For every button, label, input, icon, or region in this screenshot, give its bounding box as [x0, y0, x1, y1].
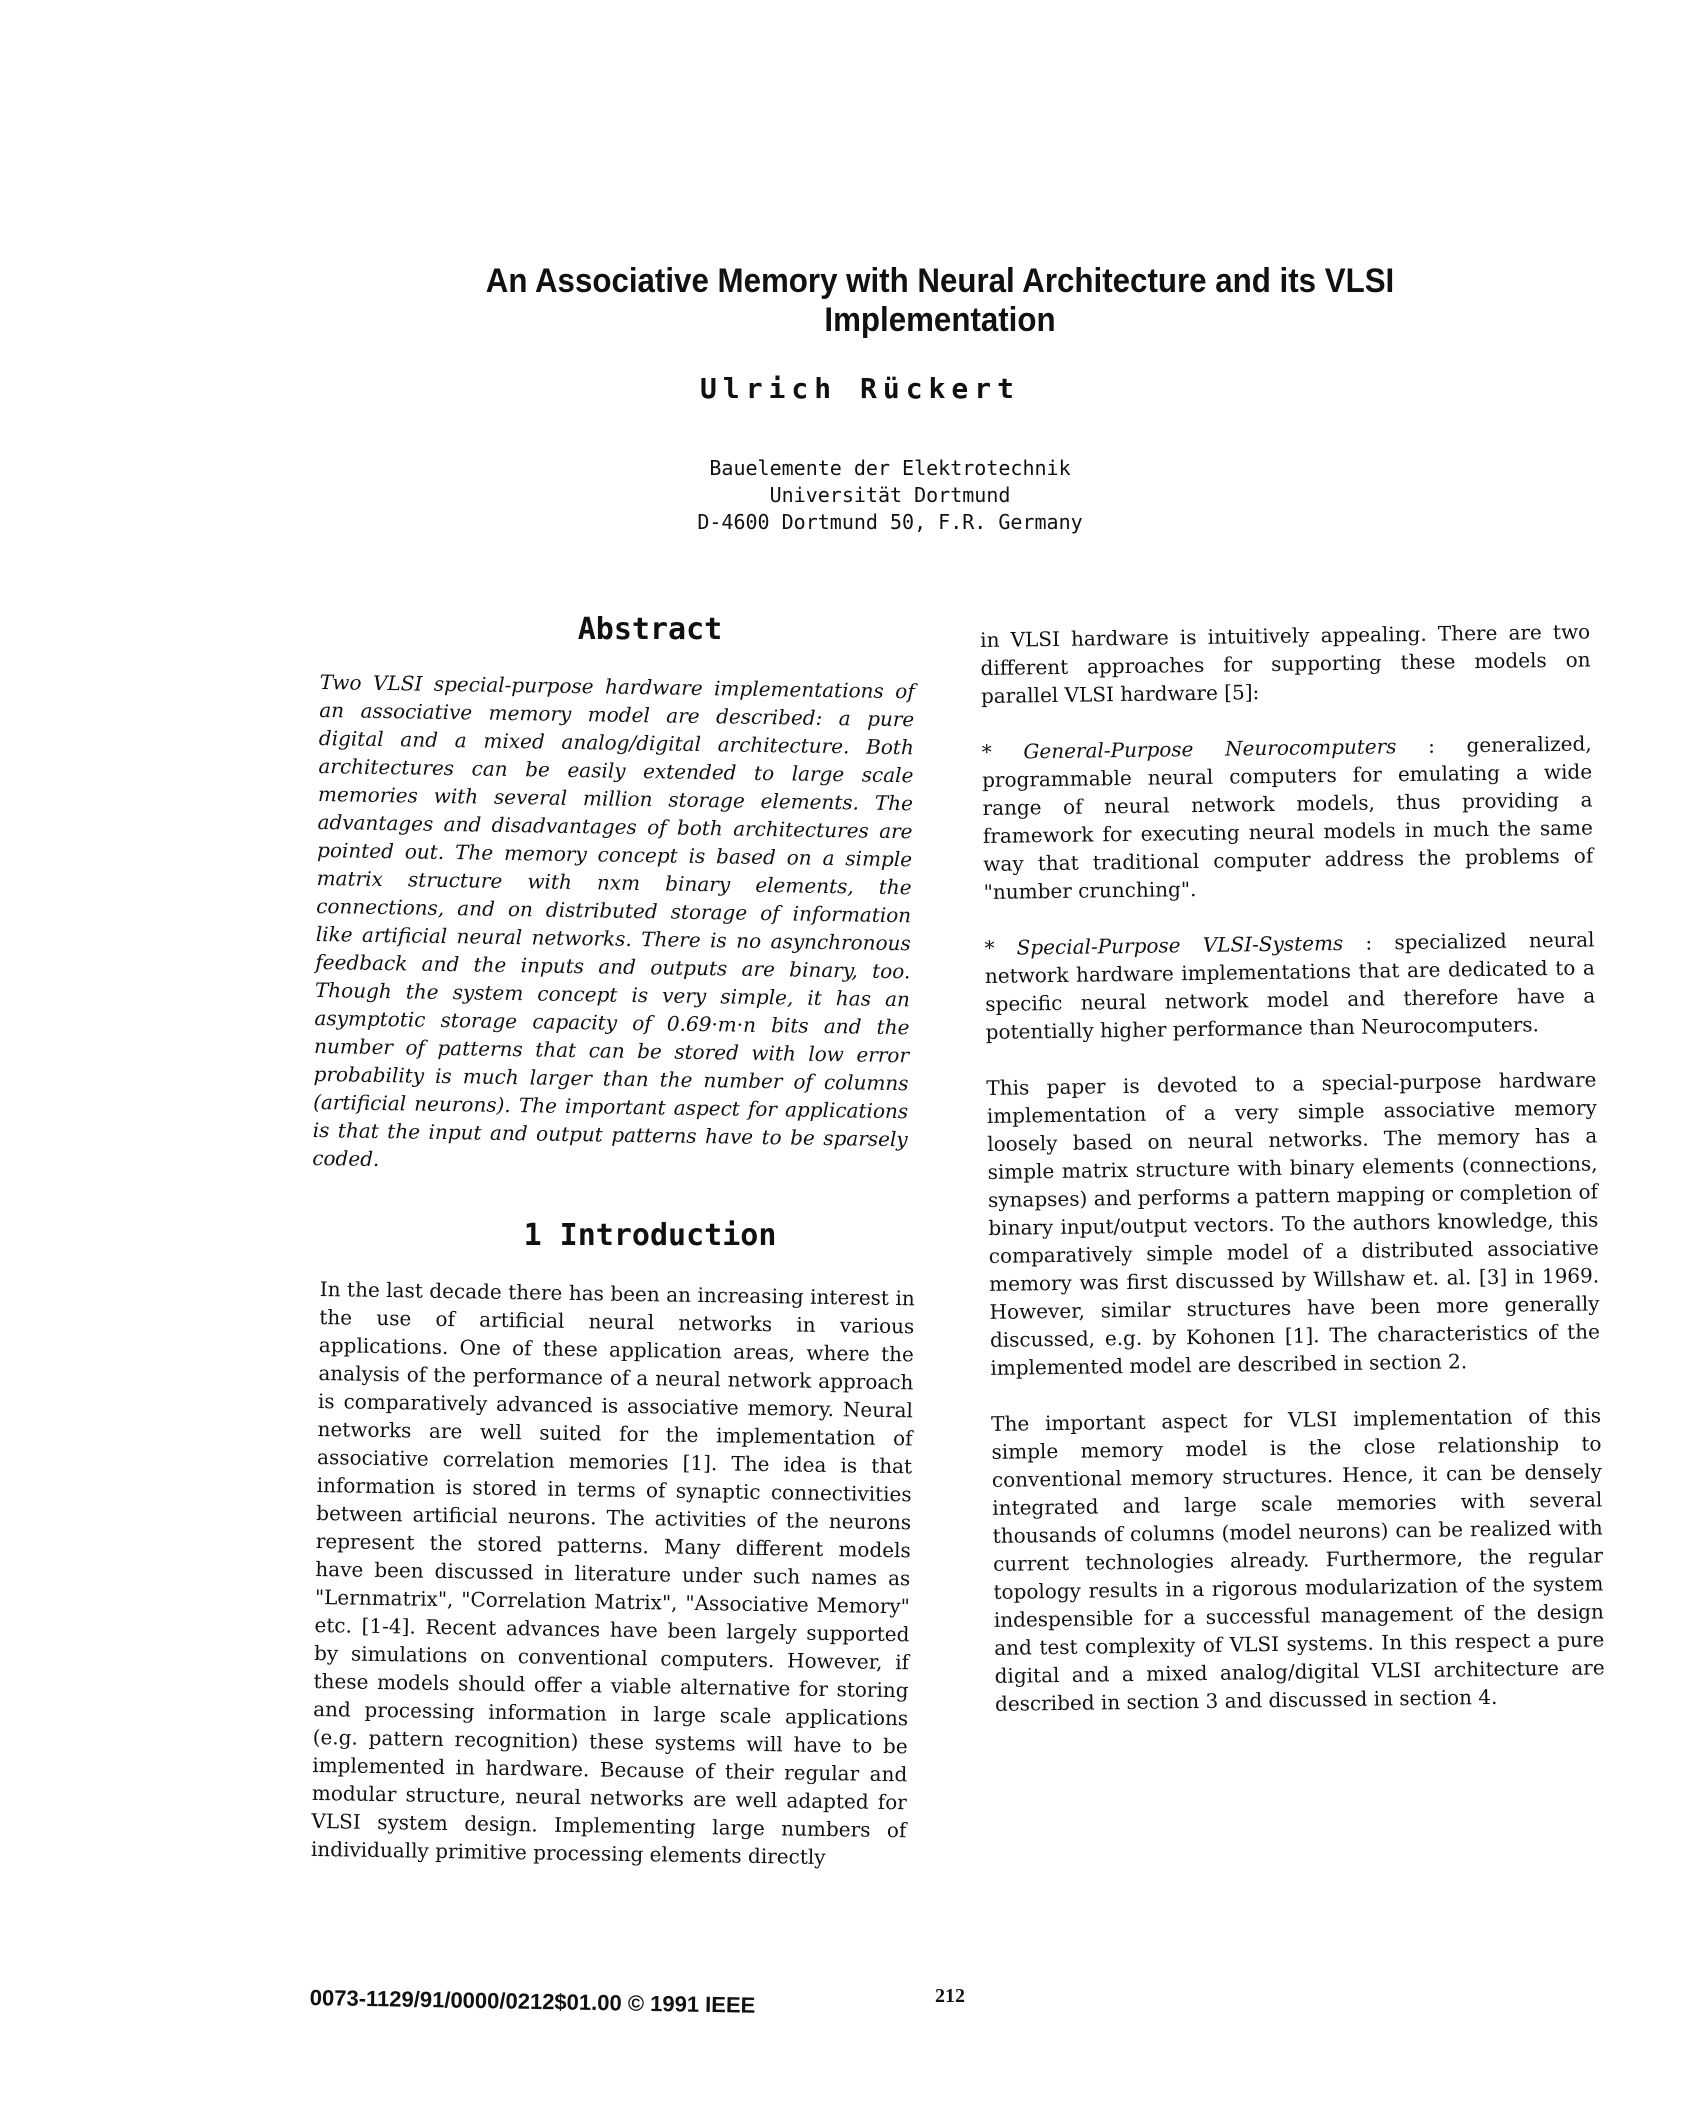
bullet-lead: * Special-Purpose VLSI-Systems	[984, 930, 1344, 960]
bullet-text: : specialized neural network hardware implementations that are dedicated to a specific neural network model and therefore have a potentially higher performance than Neurocomputers.	[984, 927, 1596, 1044]
page-number: 212	[935, 1985, 965, 2007]
bullet-special-purpose	[984, 925, 1596, 1046]
affiliation-line: Universität Dortmund	[769, 483, 1011, 507]
author-name: Ulrich Rückert	[699, 372, 1020, 405]
paragraph: The important aspect for VLSI implementation of this simple memory model is the close relationship to conventional memory structures. Hence, it can be densely integrated and large scale memories with several thousands of columns (model neurons) can be realized with current technologies already. Furthermore, the regular topology results in a rigorous modularization of the system indespensible for a successful management of the design and test complexity of VLSI systems. In this respect a pure digital and a mixed analog/digital VLSI architecture are described in section 3 and discussed in section 4.	[990, 1403, 1605, 1716]
paragraph: This paper is devoted to a special-purpose hardware implementation of a very simple associative memory loosely based on neural networks. The memory has a simple matrix structure with binary elements (connections, synapses) and performs a pattern mapping or completion of binary input/output vectors. To the authors knowledge, this comparatively simple model of a distributed associative memory was first discussed by Willshaw et. al. [3] in 1969. However, similar structures have been more generally discussed, e.g. by Kohonen [1]. The characteristics of the implemented model are described in section 2.	[986, 1067, 1601, 1380]
introduction-text: In the last decade there has been an increasing interest in the use of artificial neural networks in various applications. One of these application areas, where the analysis of the performance of a neural network approach is comparatively advanced is associative memory. Neural networks are well suited for the implementation of associative correlation memories [1]. The idea is that information is stored in terms of synaptic connectivities between artificial neurons. The activities of the neurons represent the stored patterns. Many different models have been discussed in literature under such names as "Lernmatrix", "Correlation Matrix", "Associative Memory" etc. [1-4]. Recent advances have been largely supported by simulations on conventional computers. However, if these models should offer a viable alternative for storing and processing information in large scale applications (e.g. pattern recognition) these systems will have to be implemented in hardware. Because of their regular and modular structure, neural networks are well adapted for VLSI system design. Implementing large numbers of individually primitive processing elements directly	[310, 1276, 915, 1870]
bullet-text: : generalized, programmable neural computers for emulating a wide range of neural network models, thus providing a framework for executing neural models in much the same way that traditional computer address the problems of "number crunching".	[981, 731, 1594, 904]
paragraph: in VLSI hardware is intuitively appealing. There are two different approaches for supporting these models on parallel VLSI hardware [5]:	[980, 619, 1591, 708]
affiliation	[640, 455, 1140, 536]
bullet-general-purpose	[982, 729, 1594, 906]
affiliation-line: Bauelemente der Elektrotechnik	[709, 456, 1071, 480]
abstract-text: Two VLSI special-purpose hardware implementations of an associative memory model are described: a pure digital and a mixed analog/digital architecture. Both architectures can be easily extended to large scale memories with several million storage elements. The advantages and disadvantages of both architectures are pointed out. The memory concept is based on a simple matrix structure with nxm binary elements, the connections, and on distributed storage of information like artificial neural networks. There is no asynchronous feedback and the inputs and outputs are binary, too. Though the system concept is very simple, it has an asymptotic storage capacity of 0.69·m·n bits and the number of patterns that can be stored with low error probability is much larger than the number of columns (artificial neurons). The important aspect for applications is that the input and output patterns have to be sparsely coded.	[312, 669, 915, 1171]
copyright-line: 0073-1129/91/0000/0212$01.00 © 1991 IEEE	[309, 1985, 756, 2018]
paper-title: An Associative Memory with Neural Architecture and its VLSI Implementation	[485, 262, 1395, 339]
abstract-heading: Abstract	[577, 612, 723, 647]
affiliation-line: D-4600 Dortmund 50, F.R. Germany	[697, 510, 1083, 534]
right-column	[980, 617, 1606, 1745]
bullet-lead: * General-Purpose Neurocomputers	[981, 734, 1397, 764]
introduction-heading: 1 Introduction	[523, 1218, 777, 1253]
